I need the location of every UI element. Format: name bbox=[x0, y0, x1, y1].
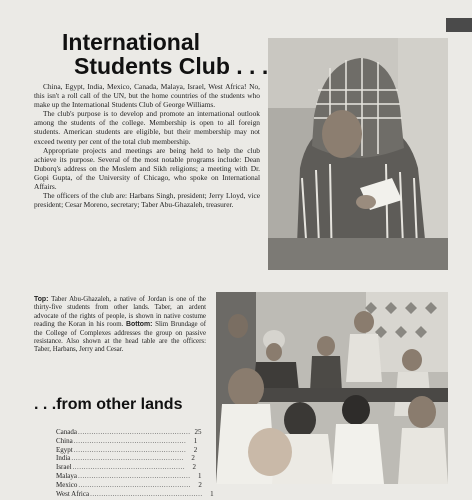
country-count: 2 bbox=[192, 463, 197, 472]
countries-table bbox=[56, 428, 214, 498]
leader-dots: .................................................. bbox=[78, 471, 191, 480]
article-body bbox=[34, 82, 260, 209]
country-row bbox=[56, 463, 197, 472]
country-name: Canada bbox=[56, 428, 77, 436]
country-count: 1 bbox=[198, 471, 202, 480]
country-row bbox=[56, 480, 202, 490]
country-count: 2 bbox=[193, 445, 198, 454]
leader-dots: .................................................. bbox=[73, 436, 187, 445]
article-paragraph: The club's purpose is to develop and promote an international outlook among the students of the college. Membership is open to all foreign students. American students are eligible, but their membership may not exceed twenty per cent of the total club membership. bbox=[34, 109, 260, 146]
country-count: 2 bbox=[198, 480, 202, 489]
country-row bbox=[56, 445, 198, 455]
country-row bbox=[56, 428, 202, 437]
photo-club-meeting bbox=[216, 292, 448, 484]
country-count: 1 bbox=[193, 436, 198, 445]
country-name: India bbox=[56, 454, 71, 463]
page-tab-marker bbox=[446, 18, 472, 32]
country-row bbox=[56, 436, 198, 446]
photo-club-meeting-image bbox=[216, 292, 448, 484]
country-name: Malaya bbox=[56, 471, 77, 480]
country-row bbox=[56, 471, 202, 481]
article-paragraph: The officers of the club are: Harbans Singh, president; Jerry Lloyd, vice president; Cesar Moreno, secretary; Taber Abu-Ghazaleh, treasurer. bbox=[34, 191, 260, 210]
country-row bbox=[56, 489, 214, 499]
caption-top-label: Top: bbox=[34, 296, 49, 303]
title-line-2: Students Club . . . bbox=[74, 53, 269, 79]
leader-dots: .................................................. bbox=[71, 454, 184, 463]
leader-dots: .................................................. bbox=[90, 489, 203, 498]
country-count: 1 bbox=[210, 489, 214, 498]
section-subtitle: . . .from other lands bbox=[34, 396, 183, 413]
country-name: China bbox=[56, 436, 73, 445]
country-name: Egypt bbox=[56, 445, 73, 454]
leader-dots: .................................................. bbox=[78, 428, 191, 436]
leader-dots: .................................................. bbox=[73, 445, 187, 454]
country-name: Mexico bbox=[56, 480, 78, 489]
country-count: 2 bbox=[191, 454, 195, 463]
title-line-1: International bbox=[62, 29, 201, 55]
country-count: 25 bbox=[194, 428, 202, 436]
photo-caption bbox=[34, 296, 206, 355]
article-paragraph: Appropriate projects and meetings are being held to help the club achieve its purpose. Several of the most notable programs include: Dean Duborq's address on the Moslem and Sikh religions; a meeting with Dr. Gopi Gupta, of the University of Chicago, who spoke on International Affairs. bbox=[34, 145, 260, 192]
page-title bbox=[62, 29, 269, 79]
photo-student-reading-image bbox=[268, 38, 448, 270]
country-name: West Africa bbox=[56, 489, 90, 498]
country-row bbox=[56, 454, 195, 463]
photo-student-reading bbox=[268, 38, 448, 270]
caption-top-text: Taber Abu-Ghazaleh, a native of Jordan is one of the thirty-five students from other lands. Taber, an ardent advocate of the rights of people, is shown in native costume reading the Koran in his room. bbox=[34, 296, 206, 329]
leader-dots: .................................................. bbox=[72, 463, 186, 472]
caption-bottom-text: Slim Brundage of the College of Complexes addresses the group on passive resistance. Also shown at the head table are the officers: Taber, Harbans, Jerry and Cesar. bbox=[34, 321, 207, 354]
caption-bottom-label: Bottom: bbox=[126, 321, 153, 329]
leader-dots: .................................................. bbox=[78, 480, 191, 489]
article-paragraph: China, Egypt, India, Mexico, Canada, Malaya, Israel, West Africa! No, this isn't a roll call of the UN, but the home countries of the students who make up the International Students Club of George Williams. bbox=[34, 82, 260, 110]
country-name: Israel bbox=[56, 463, 72, 472]
